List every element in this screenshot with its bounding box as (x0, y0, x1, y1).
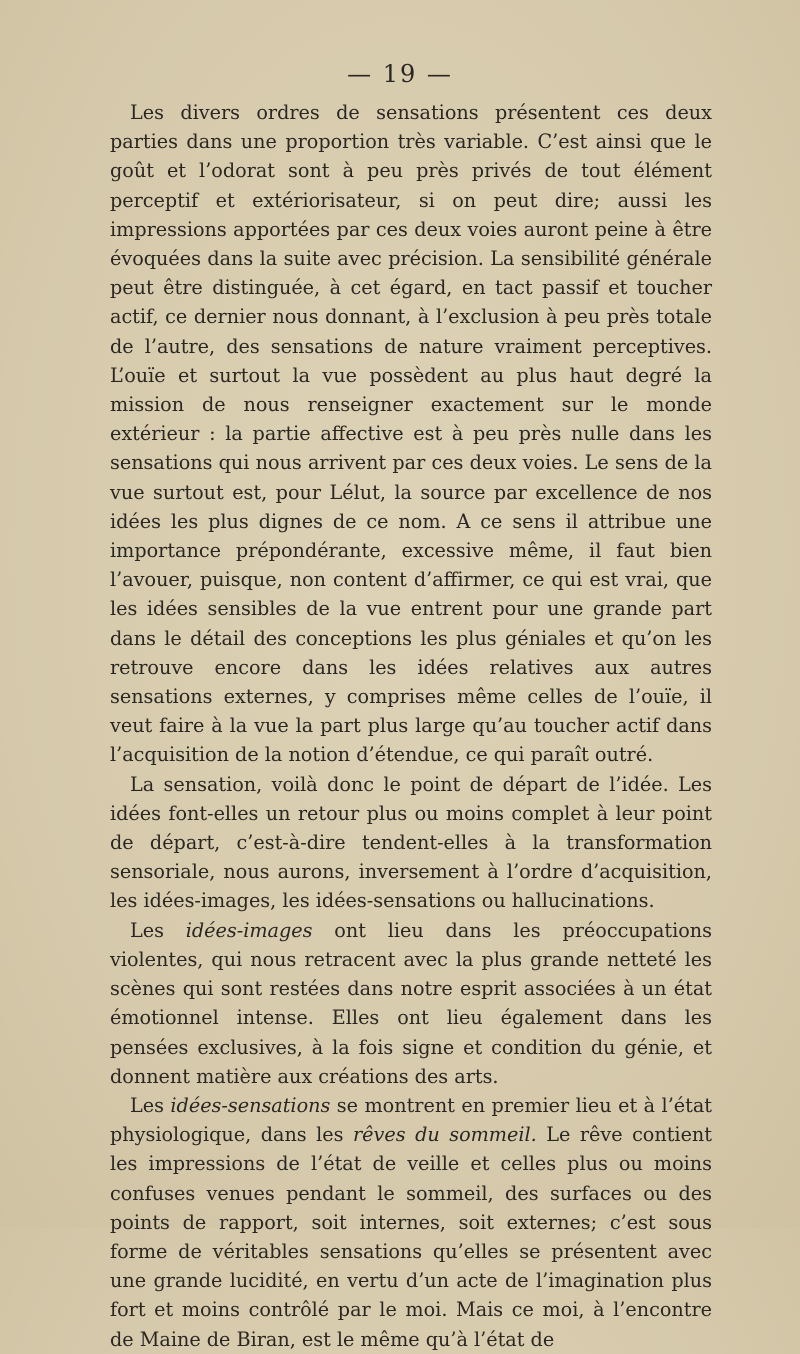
text-run: Les (130, 1093, 171, 1117)
body-text (110, 98, 712, 1354)
italic-text: idées-images (185, 918, 313, 942)
text-run: La sensation, voilà donc le point de départ de l’idée. Les idées font-elles un retour plus ou moins complet à leur point de départ, c’est-à-dire tendent-elles à la transformation sensoriale, nous aurons, inversement à l’ordre d’acquisition, les idées-images, les idées-sensations ou hallucinations. (110, 772, 712, 913)
paragraph (110, 916, 712, 1091)
text-run: ont lieu dans les préoccupations violentes, qui nous retracent avec la plus grande netteté les scènes qui sont restées dans notre esprit associées à un état émotionnel intense. Elles ont lieu également dans les pensées exclusives, à la fois signe et condition du génie, et donnent matière aux créations des arts. (110, 918, 712, 1088)
italic-text: idées-sensations (170, 1093, 331, 1117)
text-run: se montrent en premier lieu et à l’état physiologique, dans les (110, 1093, 713, 1147)
paragraph (110, 770, 712, 916)
text-run: Le rêve contient les impressions de l’état de veille et celles plus ou moins confuses venues pendant le sommeil, des surfaces ou des points de rapport, soit internes, soit externes; c’est sous forme de véritables sensations qu’elles se présentent avec une grande lucidité, en vertu d’un acte de l’imagination plus fort et moins contrôlé par le moi. Mais ce moi, à l’encontre de Maine de Biran, est le même qu’à l’état de (110, 1123, 712, 1351)
italic-text: rêves du sommeil. (353, 1123, 537, 1147)
text-run: Les divers ordres de sensations présentent ces deux parties dans une proportion très variable. C’est ainsi que le goût et l’odorat sont à peu près privés de tout élément perceptif et extériorisateur, si on peut dire; aussi les impressions apportées par ces deux voies auront peine à être évoquées dans la suite avec précision. La sensibilité générale peut être distinguée, à cet égard, en tact passif et toucher actif, ce dernier nous donnant, à l’exclusion à peu près totale de l’autre, des sensations de nature vraiment perceptives. L’ouïe et surtout la vue possèdent au plus haut degré la mission de nous renseigner exactement sur le monde extérieur : la partie affective est à peu près nulle dans les sensations qui nous arrivent par ces deux voies. Le sens de la vue surtout est, pour Lélut, la source par excellence de nos idées les plus dignes de ce nom. A ce sens il attribue une importance prépondérante, excessive même, il faut bien l’avouer, puisque, non content d’affirmer, ce qui est vrai, que les idées sensibles de la vue entrent pour une grande part dans le détail des conceptions les plus géniales et qu’on les retrouve encore dans les idées relatives aux autres sensations externes, y comprises même celles de l’ouïe, il veut faire à la vue la part plus large qu’au toucher actif dans l’acquisition de la notion d’étendue, ce qui paraît outré. (110, 101, 712, 767)
text-run: Les (130, 918, 186, 942)
page-number: — 19 — (347, 60, 453, 88)
paragraph (110, 98, 712, 770)
paragraph (110, 1091, 712, 1354)
